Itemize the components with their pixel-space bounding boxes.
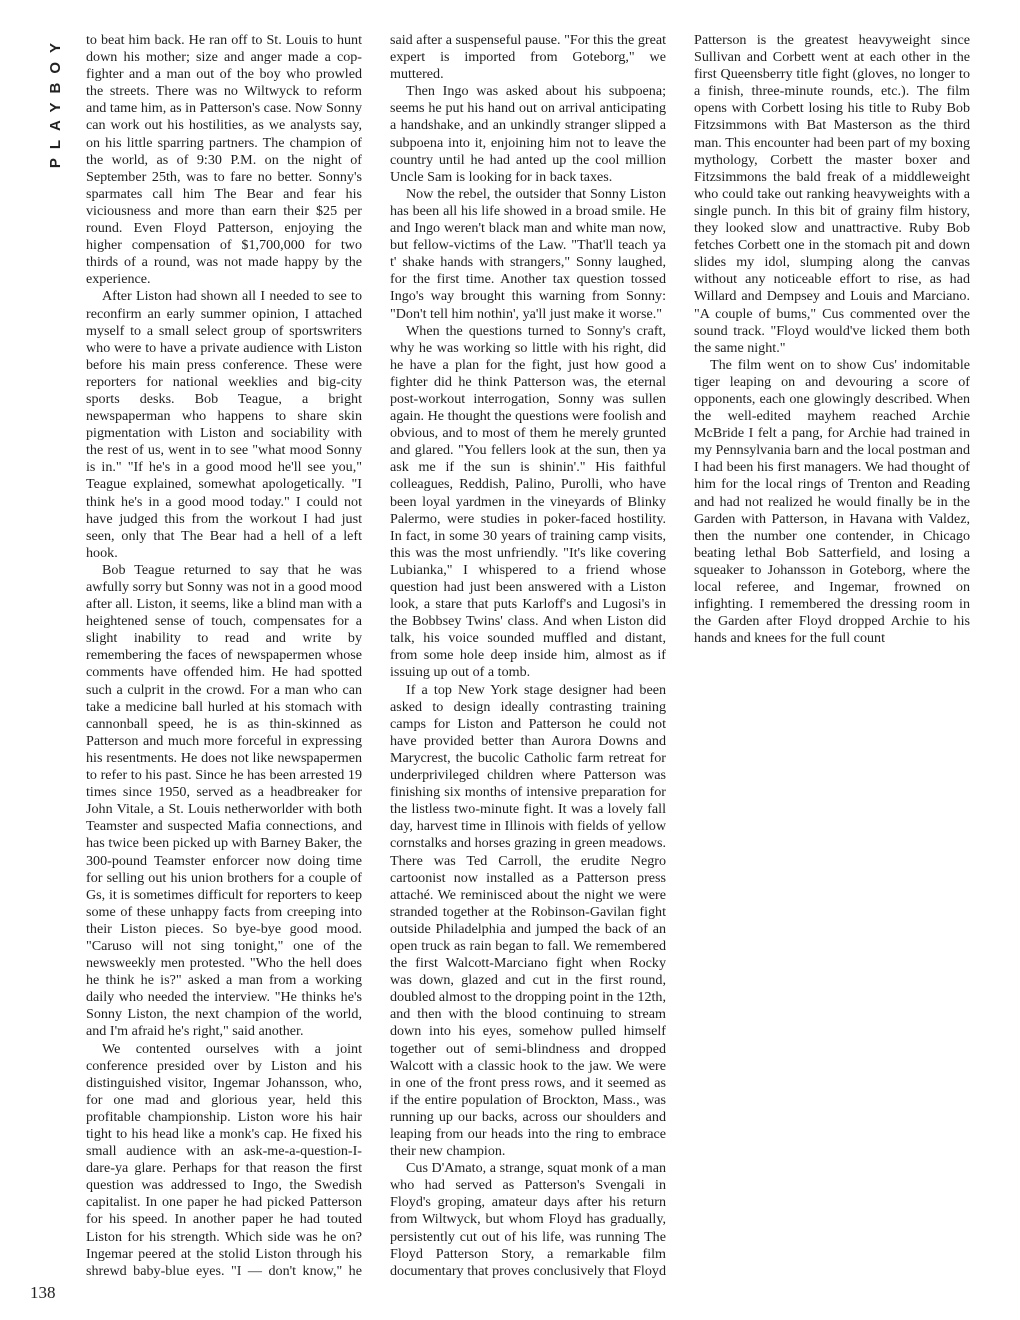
article-paragraph: The film went on to show Cus' indomitable tiger leaping on and devouring a score of opponents, each one glowingly described. When the well-edited mayhem reached Archie McBride I felt a pang, for Archie had trained in my Pennsylvania barn and the local postman and I had been his first managers. We had thought of him for the local rings of Trenton and Reading and had not realized he would finally be in the Garden with Patterson, in Havana with Valdez, then the number one contender, in Chicago beating lethal Bob Satterfield, and losing a squeaker to Johansson in Goteborg, where the local referee, and Ingemar, frowned on infighting. I remembered the dressing room in the Garden after Floyd dropped Archie to his hands and knees for the full count [694, 356, 970, 647]
article-paragraph: If a top New York stage designer had been asked to design ideally contrasting training camps for Liston and Patterson he could not have provided better than Aurora Downs and Marycrest, the bucolic Catholic farm retreat for underprivileged children where Patterson was finishing six months of intensive preparation for the listless two-minute fight. It was a lovely fall day, harvest time in Illinois with fields of yellow cornstalks and horses grazing in green meadows. There was Ted Carroll, the erudite Negro cartoonist now installed as a Patterson press attaché. We reminisced about the night we were stranded together at the Robinson-Gavilan fight outside Philadelphia and jumped the back of an open truck as rain began to fall. We remembered the first Walcott-Marciano fight when Rocky was down, glazed and cut in the first round, doubled almost to the dropping point in the 12th, and then with the blood continuing to stream down into his eyes, somehow pulled himself together out of semi-blindness and dropped Walcott with a classic hook to the jaw. We were in one of the front press rows, and it seemed as if the entire population of Brockton, Mass., was running up our backs, across our shoulders and leaping from our heads into the ring to embrace their new champion. [390, 681, 666, 1160]
article-paragraph: Bob Teague returned to say that he was awfully sorry but Sonny was not in a good mood after all. Liston, it seems, like a blind man with a heightened sense of touch, compensates for a slight inability to read and write by remembering the faces of newspapermen whose comments have offended him. He had spotted such a culprit in the crowd. For a man who can take a medicine ball hurled at his stomach with cannonball speed, he is as thin-skinned as Patterson and much more forceful in expressing his resentments. He does not like newspapermen to refer to his past. Since he has been arrested 19 times since 1950, served as a headbreaker for John Vitale, a St. Louis netherworlder with both Teamster and suspected Mafia connections, and has twice been picked up with Barney Baker, the 300-pound Teamster enforcer now doing time for selling out his union brothers for a couple of Gs, it is sometimes difficult for reporters to keep some of these unhappy facts from creeping into their Liston pieces. So bye-bye good mood. "Caruso will not sing tonight," one of the newsweekly men protested. "Who the hell does he think he is?" asked a man from a working daily who needed the interview. "He thinks he's Sonny Liston, the next champion of the world, and I'm afraid he's right," said another. [86, 561, 362, 1040]
magazine-masthead [38, 34, 72, 194]
article-paragraph: We contented ourselves with a joint conference presided over by Liston and his distinguished visitor, Ingemar Johansson, who, for one mad and glorious year, held this profitable championship. Liston wore his hair tight to his head like a monk's cap. He fixed his small audience with an ask-me-a-question-I-dare-ya glare. Perhaps for that reason the first question was addressed to Ingo, the Swedish capitalist. In one paper he had picked Patterson for his speed. In another paper he had touted Liston for his strength. Which side was he on? Ingemar peered at the stolid Liston through his shrewd baby-blue eyes. "I — don't know," he said after a suspenseful pause. "For this the great expert is imported from Goteborg," we muttered. [86, 32, 666, 1279]
article-paragraph: Cus D'Amato, a strange, squat monk of a man who had served as Patterson's Svengali in Floyd's groping, amateur days after his return from Wiltwyck, but whom Floyd has gradually, persistently cut out of his life, was running The Floyd Patterson Story, a remarkable film documentary that proves conclusively that Floyd Patterson is the greatest heavyweight since Sullivan and Corbett went at each other in the first Queensberry title fight (gloves, no longer to a finish, three-minute rounds, etc.). The film opens with Corbett losing his title to Ruby Bob Fitzsimmons with Bat Masterson as the third man. This encounter had been part of my boxing mythology, Corbett the master boxer and Fitzsimmons the bald freak of a middleweight who could take out ranking heavyweights with a single punch. In this bit of grainy film history, they looked slow and unattractive. Ruby Bob fetches Corbett one in the stomach pit and down slides my idol, slumping along the canvas without any noticeable effort to rise, as had Willard and Dempsey and Louis and Marciano. "A couple of bums," Cus commented over the sound track. "Floyd would've licked them both the same night." [390, 32, 970, 1279]
page-number: 138 [30, 1283, 56, 1302]
article-paragraph: When the questions turned to Sonny's craft, why he was working so little with his right, did he have a plan for the fight, just how good a fighter did he think Patterson was, the eternal post-workout interrogation, Sonny was sullen again. He thought the questions were foolish and obvious, and to most of them he merely grunted and glared. "You fellers look at the sun, then ya ask me if the sun is shinin'." His faithful colleagues, Reddish, Palino, Purolli, who have been loyal yardmen in the vineyards of Blinky Palermo, were studies in poker-faced hostility. In fact, in some 30 years of training camp visits, this was the most unfriendly. "It's like covering Lubianka," I whispered to a friend whose question had just been answered with a Liston look, a stare that puts Karloff's and Lugosi's in the Bobbsey Twins' class. And when Liston did talk, his voice sounded muffled and distant, from some hole deep inside him, almost as if issuing up out of a tomb. [390, 322, 666, 681]
article-paragraph: Then Ingo was asked about his subpoena; seems he put his hand out on arrival anticipating a handshake, and an unkindly stranger slipped a subpoena into it, enjoining him not to leave the country until he had anted up the cool million Uncle Sam is looking for in back taxes. [390, 83, 666, 185]
article-paragraph: to beat him back. He ran off to St. Louis to hunt down his mother; size and anger made a cop-fighter and a man out of the boy who prowled the streets. There was no Wiltwyck to reform and tame him, as in Patterson's case. Now Sonny can work out his hostilities, as we analysts say, on his little sparring partners. The champion of the world, as of 9:30 P.M. on the night of September 25th, was to fare no better. Sonny's sparmates call him The Bear and fear his viciousness and more than earn their $25 per round. Even Floyd Patterson, enjoying the higher compensation of $1,700,000 for two thirds of a round, was not made happy by the experience. [86, 32, 362, 288]
article-paragraph: After Liston had shown all I needed to see to reconfirm an early summer opinion, I attached myself to a small select group of sportswriters who were to have a private audience with Liston before his main press conference. These were reporters for national weeklies and big-city sports desks. Bob Teague, a bright newspaperman who happens to share skin pigmentation with Liston and sociability with the rest of us, went in to see "what mood Sonny is in." "If he's in a good mood he'll see you," Teague explained, somewhat apologetically. "I think he's in a good mood today." I could not have judged this from the workout I had just seen, only that The Bear had a hell of a left hook. [86, 288, 362, 561]
article-paragraph: Now the rebel, the outsider that Sonny Liston has been all his life showed in a broad smile. He and Ingo weren't black man and white man now, but fellow-victims of the Law. "That'll teach ya t' shake hands with strangers," Sonny laughed, for the first time. Another tax question tossed Ingo's way brought this warning from Sonny: "Don't tell him nothin', ya'll just make it worse." [390, 185, 666, 322]
article-body [86, 32, 970, 1292]
masthead-label: PLAYBOY [46, 34, 64, 169]
